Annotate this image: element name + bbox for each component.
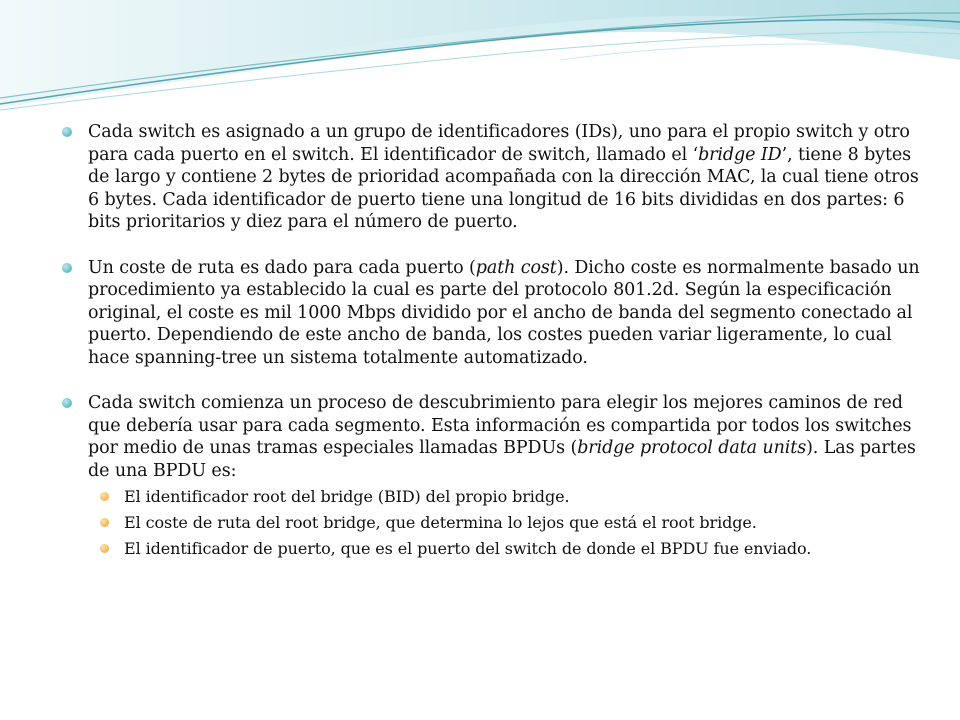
bullet-dot-icon: [62, 127, 72, 137]
bullet-dot-icon: [62, 263, 72, 273]
bullet-item-1: [62, 121, 922, 234]
bullet-dot-icon: [62, 398, 72, 408]
sub-bullet-dot-icon: [100, 492, 109, 501]
path-cost-term: path cost: [475, 257, 557, 278]
bullet-item-3: [62, 392, 922, 559]
sub-bullet-2-text: El coste de ruta del root bridge, que determina lo lejos que está el root bridge.: [124, 513, 757, 532]
bullet-list: [62, 121, 922, 559]
sub-bullet-item-3: [88, 538, 922, 559]
content-area: [62, 121, 922, 582]
sub-bullet-dot-icon: [100, 544, 109, 553]
bullet-item-2: [62, 257, 922, 370]
bullet-1-text: Cada switch es asignado a un grupo de identificadores (IDs), uno para el propio switch y otro para cada puerto en el switch. El identificador de switch, llamado el ‘bridge ID’, tiene 8 bytes de largo y contiene 2 bytes de prioridad acompañada con la dirección MAC, la cual tiene otros 6 bytes. Cada identificador de puerto tiene una longitud de 16 bits divididas en dos partes: 6 bits prioritarios y diez para el número de puerto.: [88, 122, 919, 232]
sub-bullet-1-text: El identificador root del bridge (BID) del propio bridge.: [124, 487, 570, 506]
sub-bullet-item-2: [88, 512, 922, 533]
bullet-3-text: Cada switch comienza un proceso de descubrimiento para elegir los mejores caminos de red que debería usar para cada segmento. Esta información es compartida por todos los switches por medio de unas tramas especiales llamadas BPDUs (bridge protocol data units). Las partes de una BPDU es:: [88, 393, 916, 481]
sub-bullet-list: [88, 486, 922, 559]
sub-bullet-item-1: [88, 486, 922, 507]
sub-bullet-3-text: El identificador de puerto, que es el puerto del switch de donde el BPDU fue enviado.: [124, 539, 812, 558]
bullet-2-text: Un coste de ruta es dado para cada puerto (path cost). Dicho coste es normalmente basado un procedimiento ya establecido la cual es parte del protocolo 801.2d. Según la especificación original, el coste es mil 1000 Mbps dividido por el ancho de banda del segmento conectado al puerto. Dependiendo de este ancho de banda, los costes pueden variar ligeramente, lo cual hace spanning-tree un sistema totalmente automatizado.: [88, 257, 920, 368]
bridge-id-term: bridge ID: [698, 144, 782, 165]
bpdu-term: bridge protocol data units: [577, 438, 807, 458]
header-wave-decoration: [0, 0, 960, 130]
sub-bullet-dot-icon: [100, 518, 109, 527]
